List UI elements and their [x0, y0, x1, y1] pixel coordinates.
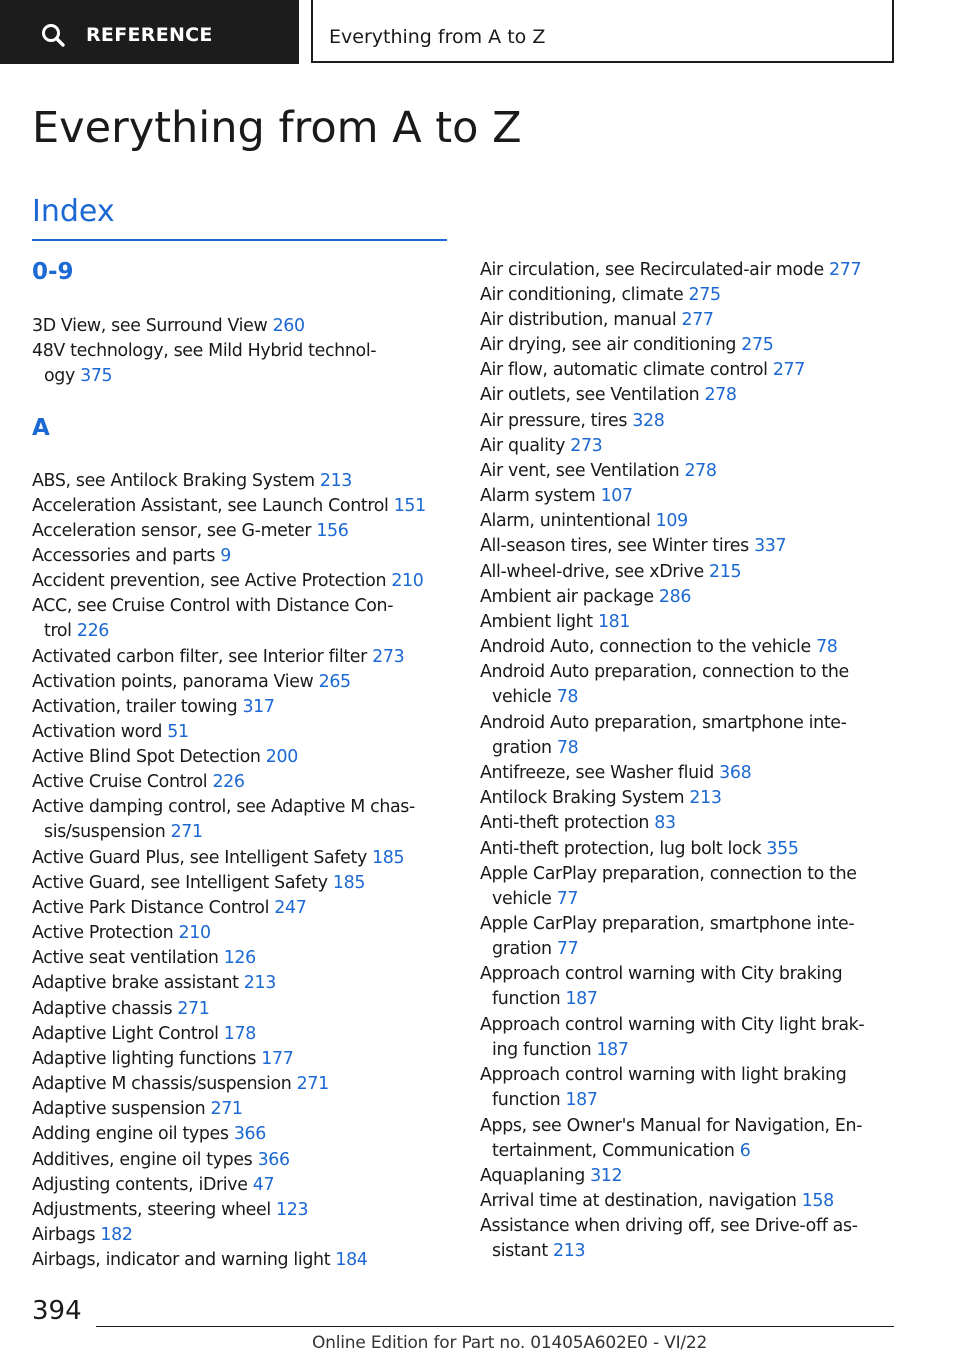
index-entry[interactable]: Apple CarPlay preparation, smartphone inte- gration 77	[480, 914, 855, 959]
header-bar	[0, 0, 960, 66]
index-entry[interactable]: Active Protection 210	[32, 923, 211, 943]
index-entry[interactable]: Adaptive brake assistant 213	[32, 973, 276, 993]
index-entry[interactable]: Air conditioning, climate 275	[480, 285, 721, 305]
index-entry[interactable]: Air distribution, manual 277	[480, 310, 714, 330]
index-divider	[32, 239, 447, 241]
index-entry[interactable]: Acceleration sensor, see G-meter 156	[32, 521, 349, 541]
index-entry[interactable]: Additives, engine oil types 366	[32, 1150, 290, 1170]
index-entry[interactable]: Adjusting contents, iDrive 47	[32, 1175, 275, 1195]
index-entry[interactable]: Active Blind Spot Detection 200	[32, 747, 298, 767]
index-entry[interactable]: Airbags 182	[32, 1225, 133, 1245]
index-entry[interactable]: Ambient light 181	[480, 612, 631, 632]
index-entry[interactable]: Acceleration Assistant, see Launch Control 151	[32, 496, 426, 516]
index-entry[interactable]: Apple CarPlay preparation, connection to the vehicle 77	[480, 864, 857, 909]
index-entry[interactable]: 3D View, see Surround View 260	[32, 316, 305, 336]
index-entry[interactable]: Assistance when driving off, see Drive-off as- sistant 213	[480, 1216, 858, 1261]
section-tab-label: Everything from A to Z	[329, 26, 546, 48]
index-entry[interactable]: Activation word 51	[32, 722, 189, 742]
index-entry[interactable]: Aquaplaning 312	[480, 1166, 623, 1186]
edition-note: Online Edition for Part no. 01405A602E0 - VI/22	[312, 1333, 708, 1353]
index-entry[interactable]: Arrival time at destination, navigation 158	[480, 1191, 834, 1211]
index-entry[interactable]: ABS, see Antilock Braking System 213	[32, 471, 353, 491]
index-entry[interactable]: Activation points, panorama View 265	[32, 672, 351, 692]
index-entry[interactable]: Antilock Braking System 213	[480, 788, 722, 808]
index-title: Index	[32, 194, 115, 229]
index-entry[interactable]: Adding engine oil types 366	[32, 1124, 266, 1144]
index-entry[interactable]: Active Cruise Control 226	[32, 772, 245, 792]
index-entry[interactable]: Accident prevention, see Active Protection 210	[32, 571, 424, 591]
page-number: 394	[32, 1296, 82, 1326]
index-entry[interactable]: Adaptive lighting functions 177	[32, 1049, 294, 1069]
index-entry[interactable]: Adaptive M chassis/suspension 271	[32, 1074, 329, 1094]
index-entry[interactable]: Alarm, unintentional 109	[480, 511, 688, 531]
index-entry[interactable]: Ambient air package 286	[480, 587, 692, 607]
index-entry[interactable]: Accessories and parts 9	[32, 546, 231, 566]
index-entry[interactable]: Apps, see Owner's Manual for Navigation, En- tertainment, Communication 6	[480, 1116, 863, 1161]
index-entry[interactable]: Air outlets, see Ventilation 278	[480, 385, 737, 405]
index-entry[interactable]: Android Auto, connection to the vehicle 78	[480, 637, 838, 657]
index-entry[interactable]: Activated carbon filter, see Interior filter 273	[32, 647, 405, 667]
index-entry[interactable]: Adjustments, steering wheel 123	[32, 1200, 309, 1220]
index-entry[interactable]: Active Guard, see Intelligent Safety 185	[32, 873, 366, 893]
index-entry[interactable]: Air drying, see air conditioning 275	[480, 335, 774, 355]
index-entry[interactable]: Air quality 273	[480, 436, 603, 456]
index-entry[interactable]: Alarm system 107	[480, 486, 633, 506]
index-entry[interactable]: Adaptive suspension 271	[32, 1099, 243, 1119]
index-entry[interactable]: Airbags, indicator and warning light 184	[32, 1250, 368, 1270]
index-entry[interactable]: Antifreeze, see Washer fluid 368	[480, 763, 752, 783]
index-entry[interactable]: Android Auto preparation, smartphone inte- gration 78	[480, 713, 847, 758]
index-entry[interactable]: Active Park Distance Control 247	[32, 898, 307, 918]
section-heading-0-9: 0-9	[32, 259, 74, 285]
section-tab[interactable]	[311, 0, 894, 63]
index-entry[interactable]: Air vent, see Ventilation 278	[480, 461, 717, 481]
index-entry[interactable]: ACC, see Cruise Control with Distance Con- trol 226	[32, 596, 394, 641]
index-entry[interactable]: Anti-theft protection, lug bolt lock 355	[480, 839, 799, 859]
index-entry[interactable]: Active damping control, see Adaptive M chas- sis/suspension 271	[32, 797, 415, 842]
index-entry[interactable]: Approach control warning with City braking function 187	[480, 964, 843, 1009]
index-entry[interactable]: Approach control warning with City light brak- ing function 187	[480, 1015, 865, 1060]
index-entry[interactable]: Active seat ventilation 126	[32, 948, 256, 968]
index-entry[interactable]: Approach control warning with light braking function 187	[480, 1065, 847, 1110]
index-entry[interactable]: Adaptive Light Control 178	[32, 1024, 256, 1044]
index-entry[interactable]: Adaptive chassis 271	[32, 999, 210, 1019]
index-entry[interactable]: Anti-theft protection 83	[480, 813, 676, 833]
page-title: Everything from A to Z	[32, 103, 522, 153]
index-entry[interactable]: Air pressure, tires 328	[480, 411, 665, 431]
reference-tab[interactable]	[0, 0, 299, 64]
section-heading-a: A	[32, 415, 50, 441]
reference-tab-label: REFERENCE	[86, 24, 213, 46]
index-entry[interactable]: Air circulation, see Recirculated-air mode 277	[480, 260, 862, 280]
index-entry[interactable]: Air flow, automatic climate control 277	[480, 360, 805, 380]
index-entry[interactable]: Android Auto preparation, connection to the vehicle 78	[480, 662, 849, 707]
index-entry[interactable]: 48V technology, see Mild Hybrid technol- ogy 375	[32, 341, 377, 386]
footer-divider	[96, 1326, 894, 1327]
search-icon	[40, 22, 66, 48]
index-entry[interactable]: Active Guard Plus, see Intelligent Safety 185	[32, 848, 405, 868]
index-entry[interactable]: Activation, trailer towing 317	[32, 697, 275, 717]
index-entry[interactable]: All-season tires, see Winter tires 337	[480, 536, 787, 556]
index-entry[interactable]: All-wheel-drive, see xDrive 215	[480, 562, 742, 582]
